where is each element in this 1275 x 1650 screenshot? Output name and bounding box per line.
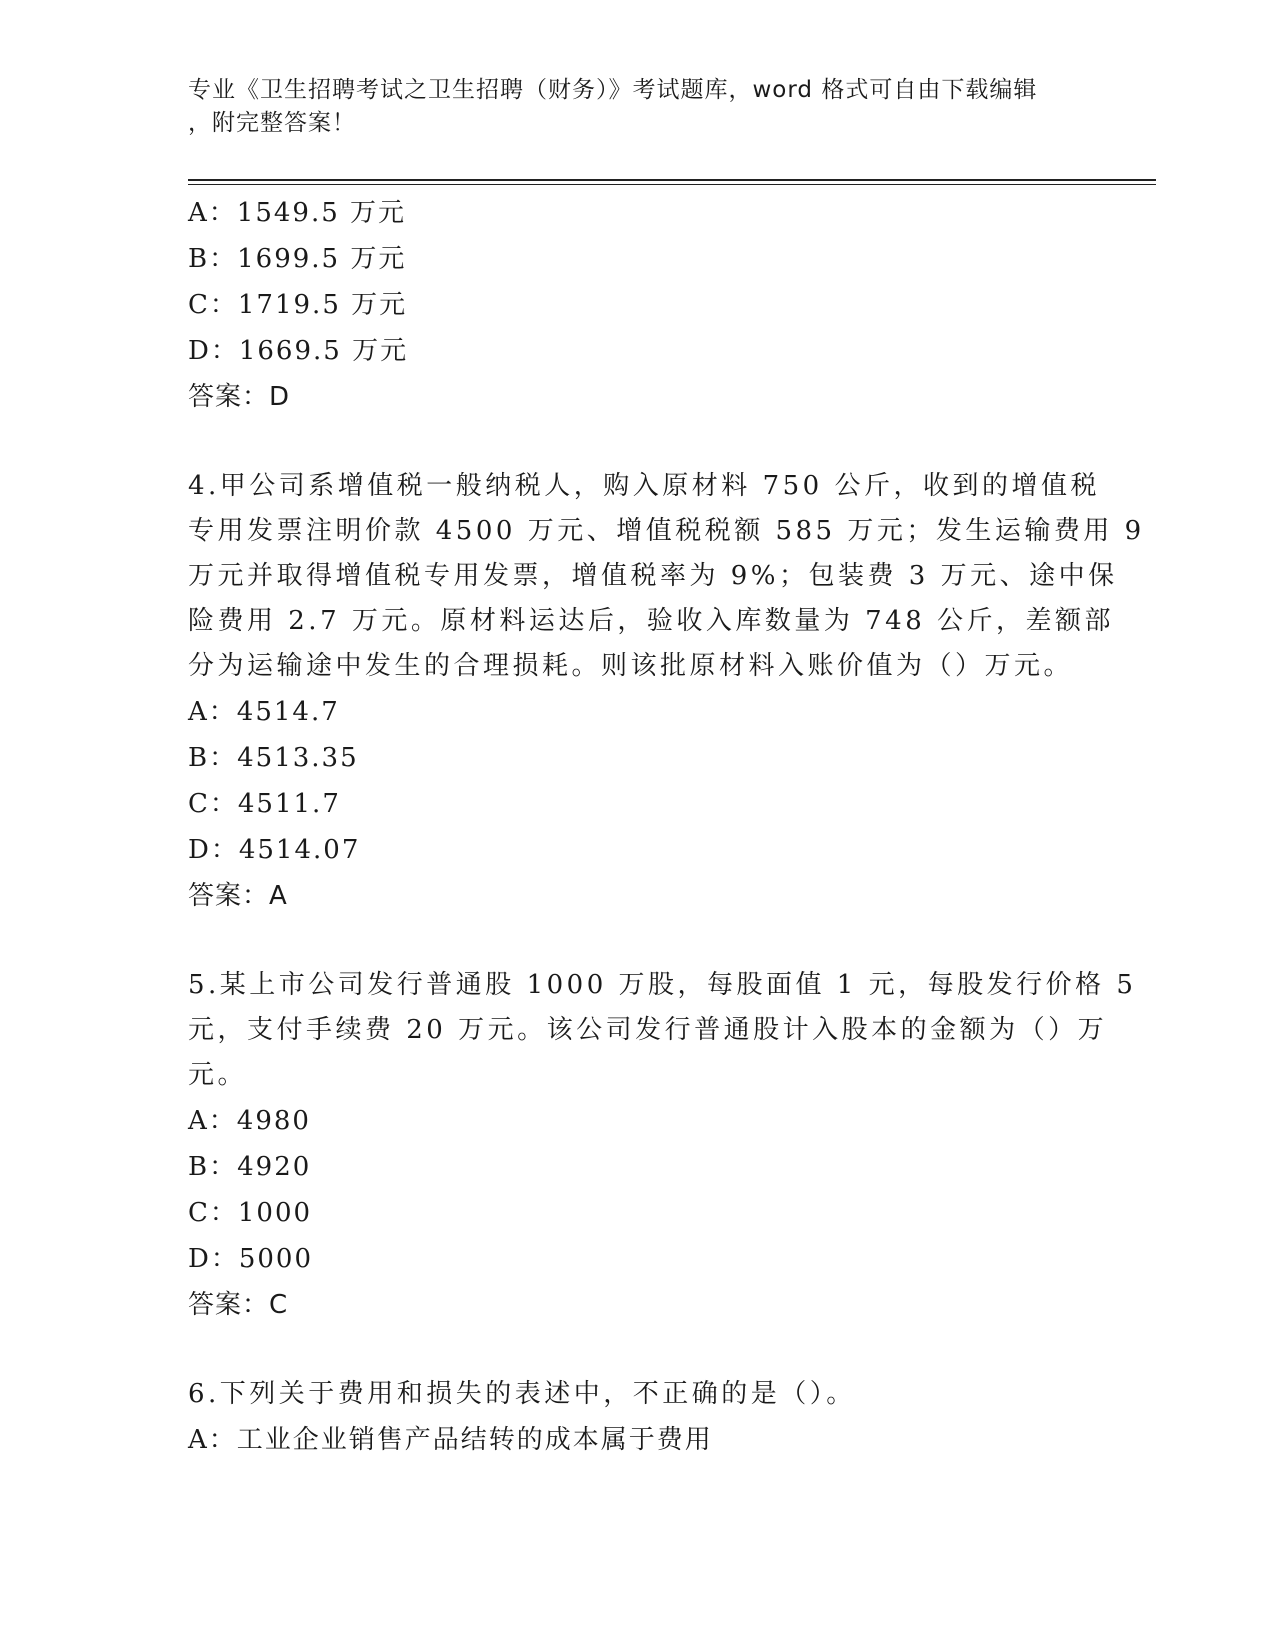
question-3: [188, 190, 1088, 420]
option-d: D：4514.07: [188, 835, 361, 865]
header-divider-thin: [188, 184, 1156, 185]
option-b: B：4920: [188, 1152, 312, 1182]
header-line-1: 专业《卫生招聘考试之卫生招聘（财务）》考试题库，word 格式可自由下载编辑: [188, 77, 1038, 103]
answer-line: 答案：D: [188, 382, 291, 412]
option-a: A：工业企业销售产品结转的成本属于费用: [188, 1425, 713, 1455]
question-stem-line: 分为运输途中发生的合理损耗。则该批原材料入账价值为（）万元。: [188, 651, 1074, 681]
option-d: D：1669.5 万元: [188, 336, 409, 366]
option-d: D：5000: [188, 1244, 314, 1274]
question-stem-line: 元，支付手续费 20 万元。该公司发行普通股计入股本的金额为（）万: [188, 1015, 1108, 1045]
question-stem-line: 4.甲公司系增值税一般纳税人，购入原材料 750 公斤，收到的增值税: [188, 471, 1100, 501]
question-4: [188, 464, 1145, 919]
option-c: C：4511.7: [188, 789, 341, 819]
question-stem-line: 万元并取得增值税专用发票，增值税率为 9%；包装费 3 万元、途中保: [188, 561, 1118, 591]
option-a: A：4980: [188, 1106, 311, 1136]
option-a: A：4514.7: [188, 697, 340, 727]
header-divider-thick: [188, 179, 1156, 181]
answer-line: 答案：A: [188, 881, 288, 911]
option-a: A：1549.5 万元: [188, 198, 407, 228]
question-5: [188, 963, 1137, 1328]
question-stem-line: 险费用 2.7 万元。原材料运达后，验收入库数量为 748 公斤，差额部: [188, 606, 1115, 636]
question-list: [188, 190, 1145, 1463]
question-stem-line: 专用发票注明价款 4500 万元、增值税税额 585 万元；发生运输费用 9: [188, 516, 1145, 546]
header-line-2: ，附完整答案！: [188, 110, 356, 136]
page-header: [188, 74, 1068, 140]
question-stem-line: 元。: [188, 1060, 248, 1090]
option-c: C：1719.5 万元: [188, 290, 408, 320]
spacer: [188, 420, 1088, 464]
option-b: B：4513.35: [188, 743, 359, 773]
answer-line: 答案：C: [188, 1290, 289, 1320]
spacer: [188, 919, 1088, 963]
spacer: [188, 1328, 1088, 1372]
question-stem-line: 5.某上市公司发行普通股 1000 万股，每股面值 1 元，每股发行价格 5: [188, 970, 1137, 1000]
option-b: B：1699.5 万元: [188, 244, 407, 274]
question-6: [188, 1372, 1088, 1463]
option-c: C：1000: [188, 1198, 313, 1228]
question-stem-line: 6.下列关于费用和损失的表述中，不正确的是（）。: [188, 1379, 856, 1409]
